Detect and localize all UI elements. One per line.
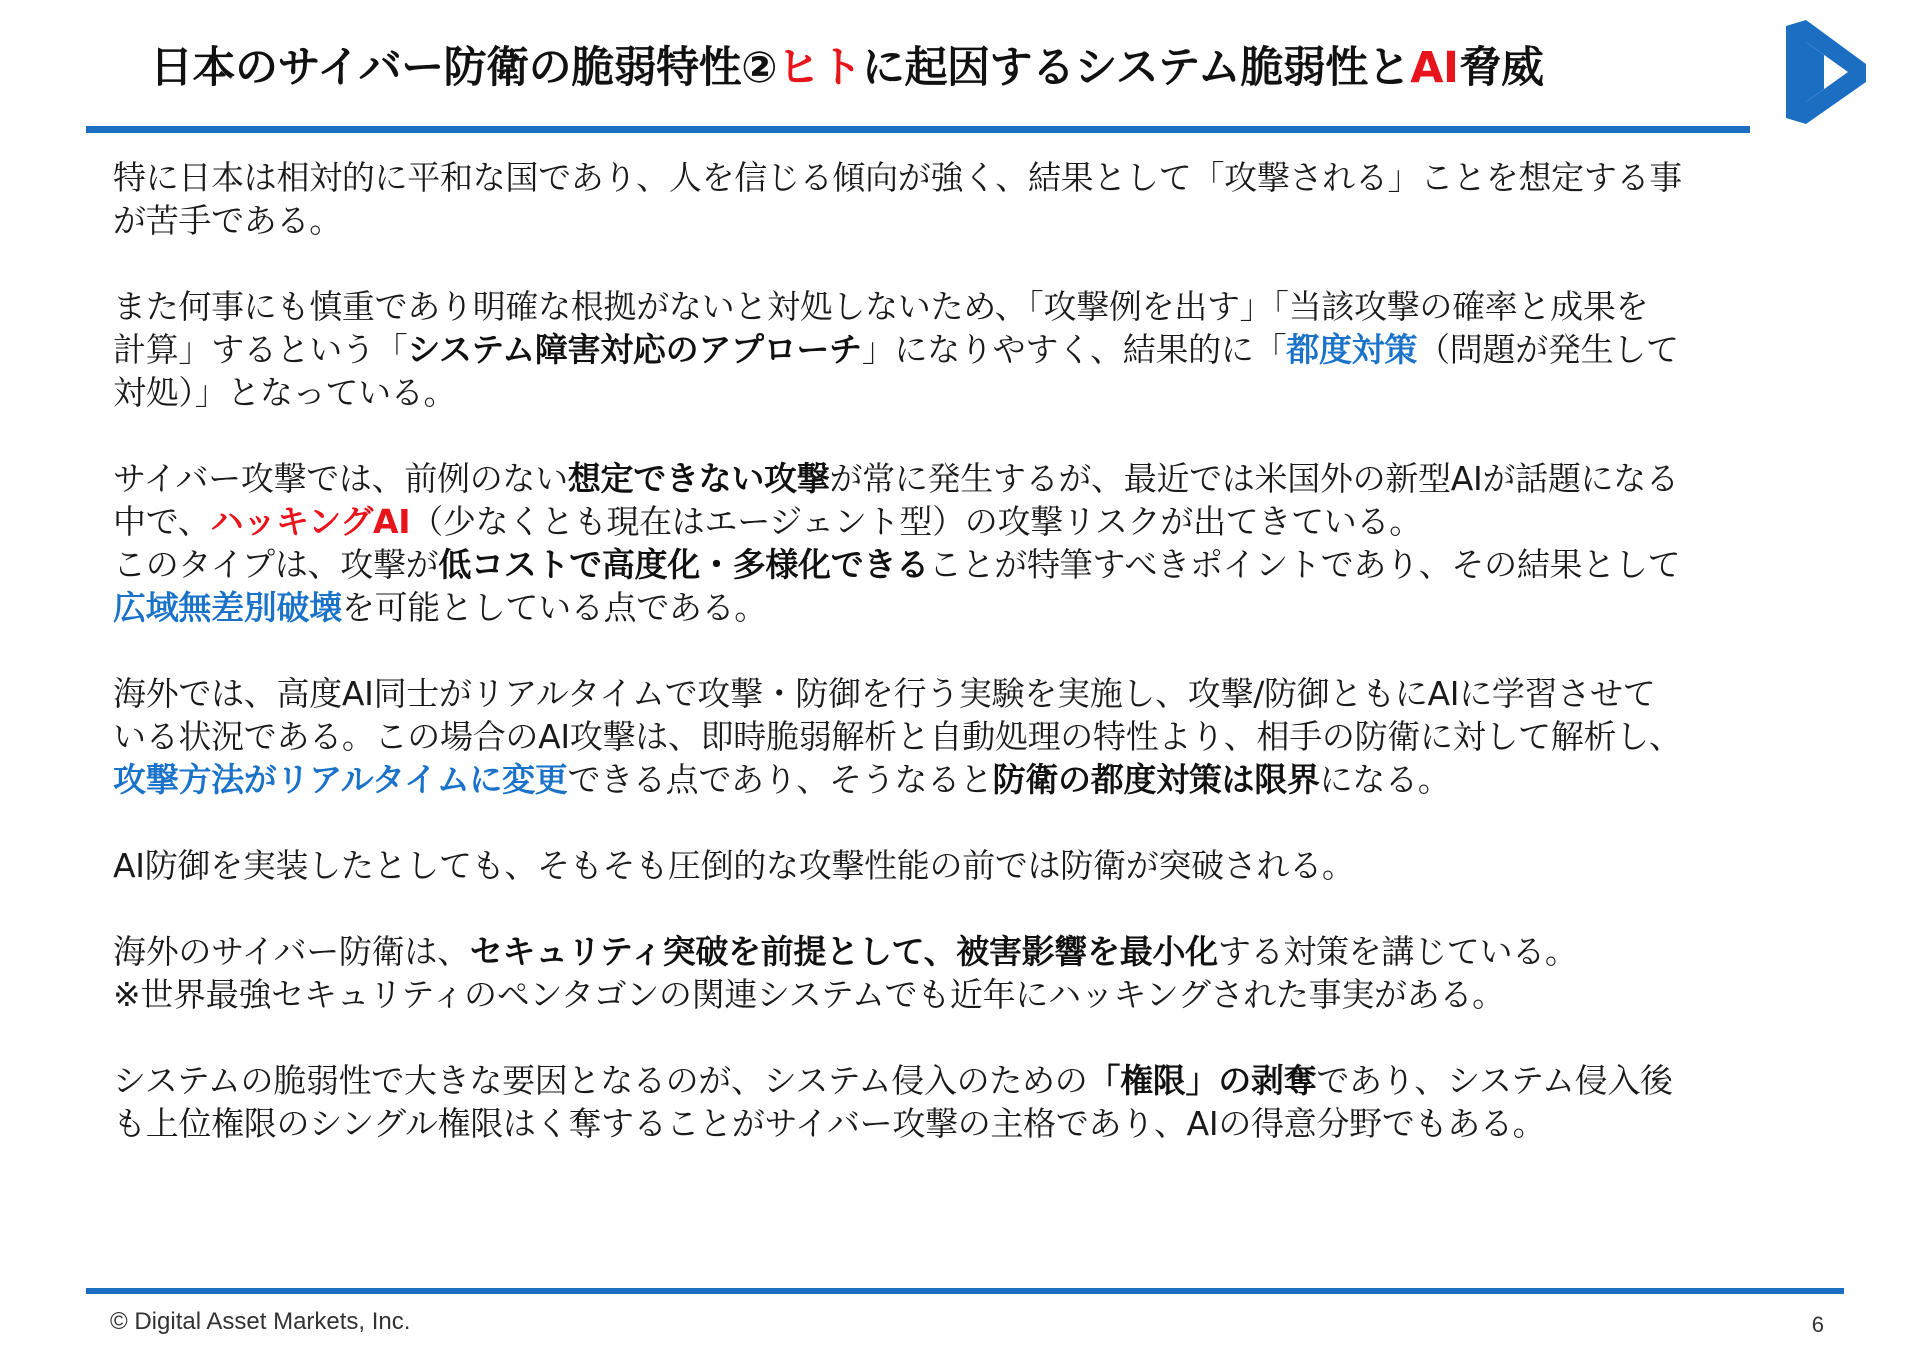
- text-run: する対策を講じている。: [1217, 932, 1578, 971]
- title-part-3: に起因するシステム脆弱性と: [862, 43, 1411, 93]
- emphasis-hacking-ai: ハッキングAI: [210, 502, 411, 541]
- paragraph-4: [113, 672, 1813, 801]
- text-run: 」になりやすく、結果的に「: [861, 330, 1287, 369]
- text-run: （問題が発生して: [1417, 330, 1679, 369]
- text-run: であり、システム侵入後: [1316, 1061, 1673, 1100]
- emphasis-realtime-change: 攻撃方法がリアルタイムに変更: [113, 760, 568, 799]
- page-number: 6: [1811, 1312, 1824, 1337]
- text-line: また何事にも慎重であり明確な根拠がないと対処しないため、「攻撃例を出す」「当該攻撃の確率と成果を: [113, 287, 1649, 326]
- emphasis-indiscriminate-destruction: 広域無差別破壊: [113, 588, 342, 627]
- emphasis-unforeseeable-attack: 想定できない攻撃: [567, 459, 830, 498]
- text-run: になる。: [1319, 760, 1451, 799]
- text-line: が苦手である。: [113, 201, 342, 240]
- title-highlight-ai: AI: [1410, 43, 1459, 93]
- footer-divider: [86, 1288, 1844, 1294]
- emphasis-defense-limit: 防衛の都度対策は限界: [992, 760, 1320, 799]
- paragraph-1: [113, 156, 1813, 242]
- paragraph-5: [113, 844, 1813, 887]
- emphasis-ad-hoc-measures: 都度対策: [1286, 330, 1418, 369]
- text-line: [113, 586, 1813, 629]
- title-highlight-hito: ヒト: [777, 43, 863, 93]
- paragraph-7: [113, 1059, 1813, 1145]
- title-part-5: 脅威: [1458, 43, 1544, 93]
- emphasis-privilege-revocation: 「権限」の剥奪: [1087, 1061, 1317, 1100]
- text-line: も上位権限のシングル権限はく奪することがサイバー攻撃の主格であり、AIの得意分野でもある。: [113, 1104, 1546, 1143]
- text-line: [113, 328, 1813, 371]
- text-run: が常に発生するが、最近では米国外の新型AIが話題になる: [829, 459, 1679, 498]
- emphasis-low-cost-advanced: 低コストで高度化・多様化できる: [438, 545, 929, 584]
- text-run: できる点であり、そうなると: [567, 760, 993, 799]
- text-line: [113, 543, 1813, 586]
- text-run: システムの脆弱性で大きな要因となるのが、システム侵入のための: [113, 1061, 1088, 1100]
- text-run: 計算」するという「: [113, 330, 408, 369]
- slide-title: [150, 36, 1710, 100]
- paragraph-6: [113, 930, 1813, 1016]
- emphasis-system-failure-approach: システム障害対応のアプローチ: [407, 330, 862, 369]
- paragraph-3: [113, 457, 1813, 629]
- text-run: サイバー攻撃では、前例のない: [113, 459, 568, 498]
- text-run: 中で、: [113, 502, 211, 541]
- text-line: [113, 1059, 1813, 1102]
- text-line: [113, 500, 1813, 543]
- text-line: いる状況である。この場合のAI攻撃は、即時脆弱解析と自動処理の特性より、相手の防衛に対して解析し、: [113, 717, 1682, 756]
- text-line: [113, 930, 1813, 973]
- text-run: ことが特筆すべきポイントであり、その結果として: [928, 545, 1681, 584]
- text-run: 海外のサイバー防衛は、: [113, 932, 470, 971]
- text-run: （少なくとも現在はエージェント型）の攻撃リスクが出てきている。: [410, 502, 1422, 541]
- text-line: 海外では、高度AI同士がリアルタイムで攻撃・防御を行う実験を実施し、攻撃/防御ともにAIに学習させて: [113, 674, 1656, 713]
- text-line: ※世界最強セキュリティのペンタゴンの関連システムでも近年にハッキングされた事実がある。: [113, 975, 1505, 1014]
- title-part-1: 日本のサイバー防衛の脆弱特性②: [150, 43, 778, 93]
- company-logo-d-icon: [1784, 20, 1868, 124]
- paragraph-2: [113, 285, 1813, 414]
- text-line: 特に日本は相対的に平和な国であり、人を信じる傾向が強く、結果として「攻撃される」ことを想定する事: [113, 158, 1682, 197]
- text-line: [113, 457, 1813, 500]
- text-line: 対処）」となっている。: [113, 373, 457, 412]
- copyright-notice: © Digital Asset Markets, Inc.: [110, 1308, 411, 1335]
- slide-body: [113, 156, 1813, 1188]
- title-divider: [86, 126, 1750, 133]
- text-line: [113, 758, 1813, 801]
- emphasis-assume-breach: セキュリティ突破を前提として、被害影響を最小化: [469, 932, 1218, 971]
- text-run: このタイプは、攻撃が: [113, 545, 439, 584]
- text-run: を可能としている点である。: [341, 588, 768, 627]
- text-line: AI防御を実装したとしても、そもそも圧倒的な攻撃性能の前では防衛が突破される。: [113, 846, 1355, 885]
